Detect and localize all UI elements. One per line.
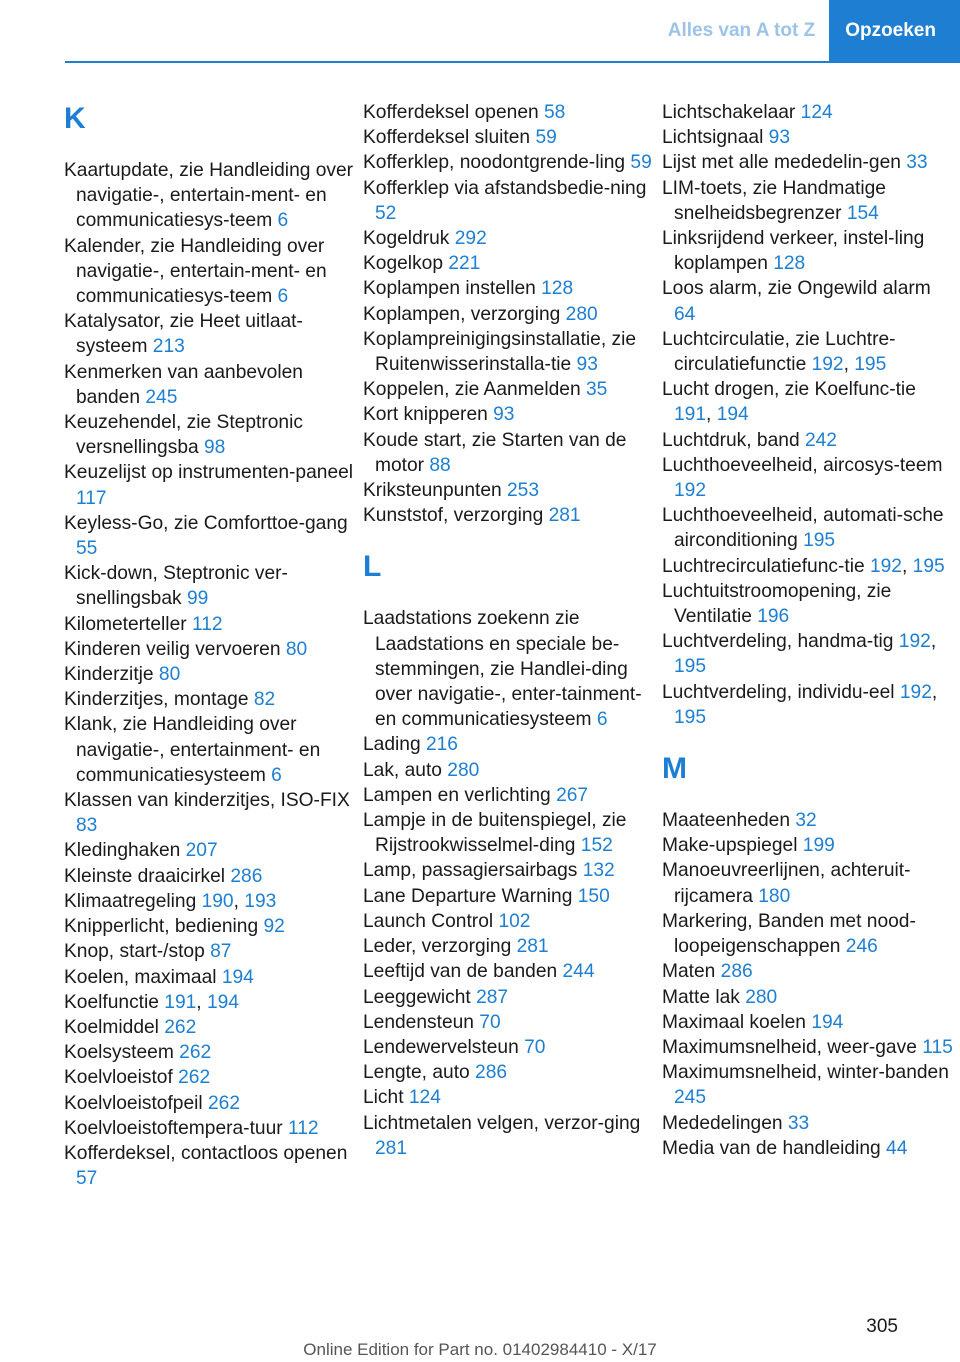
index-entry-text: Kenmerken van aanbevolen banden: [64, 361, 303, 408]
page-reference-link[interactable]: 262: [179, 1042, 212, 1064]
section-title[interactable]: Alles van A tot Z: [654, 0, 829, 62]
index-entry-text: Maximumsnelheid, winter-banden: [662, 1062, 949, 1084]
index-entry-text: Koelen, maximaal: [64, 966, 222, 988]
page-reference-link[interactable]: 70: [524, 1036, 546, 1058]
index-entry-text: Lading: [363, 734, 426, 756]
index-entry: [662, 503, 954, 553]
index-entry: [64, 838, 354, 863]
index-entry: [64, 1116, 354, 1141]
page-reference-link[interactable]: 80: [285, 638, 308, 660]
index-entry-text: Kofferdeksel sluiten: [363, 127, 536, 149]
page-reference-link[interactable]: 58: [544, 102, 566, 123]
index-entry-text: Koplampen instellen: [363, 278, 542, 300]
index-entry: [363, 606, 653, 732]
index-entry-text: Lichtschakelaar: [662, 102, 801, 123]
page-reference-link[interactable]: 33: [787, 1112, 810, 1134]
index-entry: Luchtverdeling, handma-tig 192, 195: [662, 631, 937, 678]
index-entry-text: Lucht drogen, zie Koelfunc-tie: [662, 379, 916, 401]
index-entry: [662, 833, 954, 858]
page-reference-link[interactable]: 195: [674, 656, 707, 678]
index-letter-heading: L: [363, 550, 382, 584]
index-entry-text: Launch Control: [363, 910, 499, 932]
index-entry: [363, 302, 653, 327]
index-entry: [662, 176, 954, 226]
page-reference-link[interactable]: 262: [178, 1067, 211, 1089]
page-reference-link[interactable]: 128: [541, 278, 574, 300]
page-reference-link[interactable]: 83: [76, 815, 98, 837]
index-entry-text: Kalender, zie Handleiding over navigatie-, entertain-ment- en communicatiesys-teem: [64, 235, 327, 308]
index-column-3: [662, 100, 954, 1161]
page-reference-link[interactable]: 52: [375, 202, 397, 224]
page-reference-link[interactable]: 124: [408, 1087, 441, 1109]
index-entry: [662, 808, 954, 833]
index-entry-text: Keuzelijst op instrumenten-paneel: [64, 462, 354, 484]
index-letter-heading: M: [662, 752, 687, 786]
index-entry-text: Luchtcirculatie, zie Luchtre-circulatiefunctie: [662, 328, 896, 376]
index-entry-text: Kofferdeksel, contactloos openen: [64, 1142, 348, 1164]
page-reference-link[interactable]: 93: [768, 127, 791, 149]
index-entry-text: Koelvloeistof: [64, 1067, 179, 1089]
page-reference-link[interactable]: 6: [277, 210, 289, 232]
index-entry: [64, 1065, 354, 1090]
page-reference-link[interactable]: 244: [562, 961, 595, 983]
page-reference-link[interactable]: 281: [375, 1137, 408, 1159]
index-entry: [363, 884, 653, 909]
index-entry: [64, 234, 354, 310]
page-reference-link[interactable]: 112: [287, 1117, 319, 1139]
page-reference-link[interactable]: 152: [580, 835, 613, 857]
index-entry-text: Kogelkop: [363, 253, 449, 275]
index-entry: [363, 959, 653, 984]
index-entry-text: Luchthoeveelheid, aircosys-teem: [662, 454, 943, 476]
index-entry: [363, 251, 653, 276]
index-entry-text: Lak, auto: [363, 759, 448, 781]
index-entry: [64, 662, 354, 687]
page-reference-link[interactable]: 35: [585, 379, 608, 401]
page-reference-link[interactable]: 262: [208, 1092, 241, 1114]
index-entry-text: Linksrijdend verkeer, instel-ling koplampen: [662, 228, 925, 275]
index-entry-text: Kunststof, verzorging: [363, 505, 549, 527]
page-reference-link[interactable]: 44: [886, 1137, 908, 1159]
index-entry-text: Kinderen veilig vervoeren: [64, 638, 286, 660]
index-entry: [64, 864, 354, 889]
page-reference-link[interactable]: 286: [230, 865, 263, 887]
index-entry-text: Maximumsnelheid, weer-gave: [662, 1036, 923, 1058]
page-reference-link[interactable]: 216: [425, 734, 458, 756]
index-entry-text: Laadstations zoekenn zie Laadstations en speciale be-stemmingen, zie Handlei-ding over navigatie-, enter-tainment- en communicatiesysteem: [363, 608, 642, 731]
index-entry: [64, 309, 354, 359]
index-entry-text: Leeftijd van de banden: [363, 961, 563, 983]
index-entry: [363, 985, 653, 1010]
page-reference-link[interactable]: 115: [922, 1036, 953, 1058]
index-entry-text: Koelvloeistofpeil: [64, 1092, 208, 1114]
index-entry-text: Kriksteunpunten: [363, 480, 507, 502]
index-entry: [363, 1085, 653, 1110]
page-reference-link[interactable]: 262: [164, 1016, 197, 1038]
index-entry: Lucht drogen, zie Koelfunc-tie 191, 194: [662, 379, 916, 426]
page-reference-link[interactable]: 281: [548, 505, 581, 527]
index-entry: [363, 858, 653, 883]
index-entry-text: Luchtrecirculatiefunc-tie: [662, 555, 870, 577]
index-entry-text: Media van de handleiding: [662, 1137, 887, 1159]
page-reference-link[interactable]: 213: [152, 336, 185, 358]
index-entry-text: Luchtverdeling, handma-tig: [662, 631, 899, 653]
index-entry: [363, 732, 653, 757]
page-reference-link[interactable]: 193: [244, 890, 277, 912]
index-entry-text: Kofferdeksel openen: [363, 102, 544, 123]
index-entry-text: Loos alarm, zie Ongewild alarm: [662, 278, 931, 300]
index-entry-text: Lane Departure Warning: [363, 885, 578, 907]
index-entry: [363, 808, 653, 858]
footer-edition: Online Edition for Part no. 01402984410 - X/17: [303, 1340, 657, 1359]
index-entry-text: Kaartupdate, zie Handleiding over navigatie-, entertain-ment- en communicatiesys-teem: [64, 160, 354, 232]
index-entry: Luchtcirculatie, zie Luchtre-circulatiefunctie 192, 195: [662, 328, 896, 376]
page-reference-link[interactable]: 192: [811, 354, 844, 376]
index-entry-text: Matte lak: [662, 986, 746, 1008]
index-entry: [662, 985, 954, 1010]
index-entry: [662, 1111, 954, 1136]
index-entry: [64, 511, 354, 561]
index-entry-text: Luchtverdeling, individu-eel: [662, 681, 900, 703]
page-reference-link[interactable]: 195: [803, 530, 836, 552]
page-reference-link[interactable]: 112: [191, 613, 223, 635]
index-entry-text: Keuzehendel, zie Steptronic versnellingsba: [64, 412, 303, 459]
index-entry: [363, 1010, 653, 1035]
page-reference-link[interactable]: 32: [795, 810, 817, 832]
page-reference-link[interactable]: 64: [674, 303, 696, 325]
index-entry: [363, 176, 653, 226]
index-entry: [64, 1091, 354, 1116]
index-entry: [64, 637, 354, 662]
page-reference-link[interactable]: 280: [565, 303, 598, 325]
index-entry: [363, 402, 653, 427]
page-reference-link[interactable]: 287: [476, 986, 509, 1008]
page-reference-link[interactable]: 246: [845, 936, 878, 958]
index-entry: [64, 1141, 354, 1191]
index-entry: [363, 327, 653, 377]
index-entry-text: Keyless-Go, zie Comforttoe-gang: [64, 512, 348, 534]
page-reference-link[interactable]: 192: [869, 555, 902, 577]
page-number: 305: [866, 1316, 898, 1337]
index-entry: [363, 276, 653, 301]
index-entry-text: Katalysator, zie Heet uitlaat-systeem: [64, 311, 303, 358]
index-entry: [662, 959, 954, 984]
page-reference-link[interactable]: 191: [164, 991, 197, 1013]
index-entry-text: Leeggewicht: [363, 986, 477, 1008]
page-reference-link[interactable]: 190: [201, 890, 234, 912]
index-entry: [363, 503, 653, 528]
page-reference-link[interactable]: 57: [76, 1168, 98, 1190]
page-reference-link[interactable]: 286: [475, 1062, 508, 1084]
index-entry: [662, 858, 954, 908]
index-entry: [363, 226, 653, 251]
index-entry-text: LIM-toets, zie Handmatige snelheidsbegrenzer: [662, 177, 886, 224]
index-entry: [64, 360, 354, 410]
index-entry-text: Koelfunctie: [64, 991, 165, 1013]
index-entry: [363, 150, 653, 175]
page-reference-link[interactable]: 194: [716, 404, 749, 426]
index-entry: [363, 1111, 653, 1161]
index-entry: [64, 561, 354, 611]
page-reference-link[interactable]: 117: [76, 487, 107, 509]
index-entry: [64, 965, 354, 990]
index-entry: [64, 712, 354, 788]
index-entry-text: Kogeldruk: [363, 228, 455, 250]
index-entry: [662, 150, 954, 175]
page-reference-link[interactable]: 6: [596, 709, 608, 731]
page-reference-link[interactable]: 267: [556, 784, 589, 806]
index-entry-text: Knop, start-/stop: [64, 941, 211, 963]
index-entry-text: Klank, zie Handleiding over navigatie-, entertainment- en communicatiesysteem: [64, 714, 321, 786]
page-reference-link[interactable]: 281: [516, 936, 549, 958]
page-reference-link[interactable]: 292: [454, 228, 487, 250]
page-reference-link[interactable]: 191: [674, 404, 707, 426]
page-reference-link[interactable]: 87: [210, 941, 232, 963]
index-entry: Klimaatregeling 190, 193: [64, 890, 277, 912]
index-entry-text: Make-upspiegel: [662, 835, 803, 857]
page-reference-link[interactable]: 102: [498, 910, 531, 932]
page-reference-link[interactable]: 192: [898, 631, 931, 653]
index-entry-text: Maximaal koelen: [662, 1011, 812, 1033]
page-reference-link[interactable]: 132: [582, 860, 615, 882]
index-entry: [662, 125, 954, 150]
index-entry-text: Lamp, passagiersairbags: [363, 860, 583, 882]
page-reference-link[interactable]: 88: [429, 454, 451, 476]
page-reference-link[interactable]: 195: [854, 354, 887, 376]
index-entry: [363, 125, 653, 150]
page-reference-link[interactable]: 98: [204, 437, 226, 459]
page-reference-link[interactable]: 199: [802, 835, 835, 857]
index-entry-text: Lampen en verlichting: [363, 784, 557, 806]
index-entry: [64, 914, 354, 939]
index-entry: [64, 612, 354, 637]
index-entry-text: Lichtmetalen velgen, verzor-ging: [363, 1112, 641, 1134]
page-reference-link[interactable]: 92: [263, 916, 285, 938]
page-reference-link[interactable]: 59: [535, 127, 557, 149]
index-entry: [662, 226, 954, 276]
page-reference-link[interactable]: 6: [277, 286, 289, 308]
index-entry-text: Koppelen, zie Aanmelden: [363, 379, 586, 401]
page-reference-link[interactable]: 194: [811, 1011, 844, 1033]
index-entry-text: Koude start, zie Starten van de motor: [363, 429, 627, 476]
index-entry: [662, 1035, 954, 1060]
header-rule: [65, 61, 960, 63]
index-entry: [662, 1010, 954, 1035]
index-entry: [64, 687, 354, 712]
index-entry: [64, 1040, 354, 1065]
index-entry: Luchtrecirculatiefunc-tie 192, 195: [662, 555, 945, 577]
index-entry-text: Kort knipperen: [363, 404, 494, 426]
index-entry-text: Luchtdruk, band: [662, 429, 805, 451]
index-entry-text: Knipperlicht, bediening: [64, 916, 264, 938]
index-entry-text: Koplampen, verzorging: [363, 303, 566, 325]
index-entry: [64, 158, 354, 234]
index-entry: [662, 453, 954, 503]
index-column-2: [363, 100, 653, 1161]
index-entry-text: Lendewervelsteun: [363, 1036, 525, 1058]
page-reference-link[interactable]: 6: [271, 764, 282, 786]
page-reference-link[interactable]: 180: [758, 885, 791, 907]
index-entry-text: Kofferklep, noodontgrende-ling: [363, 152, 631, 174]
page-reference-link[interactable]: 192: [899, 681, 932, 703]
index-entry-text: Koelvloeistoftempera-tuur: [64, 1117, 288, 1139]
index-entry: [363, 934, 653, 959]
page-reference-link[interactable]: 55: [76, 538, 98, 560]
page-reference-link[interactable]: 128: [773, 253, 806, 275]
index-entry-text: Kleinste draaicirkel: [64, 865, 231, 887]
index-entry: [363, 100, 653, 125]
index-entry: [363, 783, 653, 808]
index-entry-text: Kinderzitje: [64, 664, 159, 686]
page-reference-link[interactable]: 59: [630, 152, 652, 174]
page-reference-link[interactable]: 195: [912, 555, 945, 577]
index-entry-text: Koelsysteem: [64, 1042, 180, 1064]
page-reference-link[interactable]: 150: [577, 885, 610, 907]
page-reference-link[interactable]: 124: [800, 102, 833, 123]
page-reference-link[interactable]: 192: [674, 480, 707, 502]
index-entry: Koelfunctie 191, 194: [64, 991, 239, 1013]
index-entry: [662, 909, 954, 959]
index-entry: [662, 1060, 954, 1110]
index-entry-text: Maateenheden: [662, 810, 796, 832]
page-reference-link[interactable]: 82: [253, 689, 276, 711]
index-entry: [64, 939, 354, 964]
index-column-1: [64, 100, 354, 1191]
page-reference-link[interactable]: 154: [846, 202, 879, 224]
index-entry-text: Klassen van kinderzitjes, ISO-FIX: [64, 790, 350, 812]
index-entry-text: Licht: [363, 1087, 409, 1109]
index-entry: [662, 100, 954, 125]
index-entry-text: Lijst met alle mededelin-gen: [662, 152, 907, 174]
index-entry-text: Maten: [662, 961, 721, 983]
index-entry-text: Kledinghaken: [64, 840, 186, 862]
page-reference-link[interactable]: 221: [448, 253, 481, 275]
index-entry-text: Lendensteun: [363, 1011, 480, 1033]
index-entry: [363, 909, 653, 934]
index-entry-text: Kinderzitjes, montage: [64, 689, 254, 711]
index-entry: [64, 410, 354, 460]
page-reference-link[interactable]: 245: [145, 386, 178, 408]
index-entry: [662, 579, 954, 629]
page-header: [654, 0, 960, 62]
page-reference-link[interactable]: 207: [185, 840, 218, 862]
index-entry-text: Lichtsignaal: [662, 127, 769, 149]
index-letter-heading: K: [64, 102, 86, 135]
page-reference-link[interactable]: 280: [745, 986, 778, 1008]
index-entry: Luchtverdeling, individu-eel 192, 195: [662, 681, 938, 728]
page-reference-link[interactable]: 93: [493, 404, 515, 426]
page-reference-link[interactable]: 195: [674, 706, 707, 728]
index-entry: [64, 788, 354, 838]
index-entry: [363, 478, 653, 503]
index-entry-text: Koelmiddel: [64, 1016, 165, 1038]
page-reference-link[interactable]: 253: [507, 480, 540, 502]
index-entry: [363, 377, 653, 402]
index-entry-text: Koplampreinigingsinstallatie, zie Ruitenwisserinstalla-tie: [363, 328, 637, 376]
index-entry-text: Kilometerteller: [64, 613, 192, 635]
tab-opzoeken[interactable]: Opzoeken: [829, 0, 960, 62]
index-entry-text: Kofferklep via afstandsbedie-ning: [363, 177, 647, 199]
index-entry: [363, 1035, 653, 1060]
index-entry: [363, 758, 653, 783]
page-reference-link[interactable]: 286: [720, 961, 753, 983]
index-entry-text: Manoeuvreerlijnen, achteruit-rijcamera: [662, 860, 911, 907]
index-entry: [64, 1015, 354, 1040]
page-reference-link[interactable]: 245: [674, 1087, 707, 1109]
page-reference-link[interactable]: 99: [186, 588, 209, 610]
page-reference-link[interactable]: 93: [576, 354, 598, 376]
page-reference-link[interactable]: 194: [206, 991, 239, 1013]
index-entry: [662, 1136, 954, 1161]
index-entry-text: Luchtuitstroomopening, zie Ventilatie: [662, 580, 892, 628]
page-reference-link[interactable]: 33: [906, 152, 928, 174]
index-entry-text: Luchthoeveelheid, automati-sche airconditioning: [662, 505, 944, 552]
index-entry: [662, 276, 954, 326]
page-reference-link[interactable]: 80: [158, 664, 181, 686]
index-entry-text: Markering, Banden met nood-loopeigenschappen: [662, 910, 916, 958]
index-entry-text: Lengte, auto: [363, 1062, 476, 1084]
page-reference-link[interactable]: 194: [221, 966, 254, 988]
index-entry: [363, 428, 653, 478]
index-entry: [662, 428, 954, 453]
page-reference-link[interactable]: 280: [447, 759, 480, 781]
index-entry: [64, 460, 354, 510]
index-entry: [363, 1060, 653, 1085]
index-entry-text: Lampje in de buitenspiegel, zie Rijstrookwisselmel-ding: [363, 810, 627, 857]
page-reference-link[interactable]: 242: [804, 429, 837, 451]
page-reference-link[interactable]: 70: [479, 1011, 501, 1033]
index-entry-text: Mededelingen: [662, 1112, 788, 1134]
index-entry-text: Klimaatregeling: [64, 890, 202, 912]
index-entry-text: Leder, verzorging: [363, 936, 517, 958]
index-entry-text: Kick-down, Steptronic ver-snellingsbak: [64, 563, 288, 610]
page-reference-link[interactable]: 196: [757, 606, 790, 628]
